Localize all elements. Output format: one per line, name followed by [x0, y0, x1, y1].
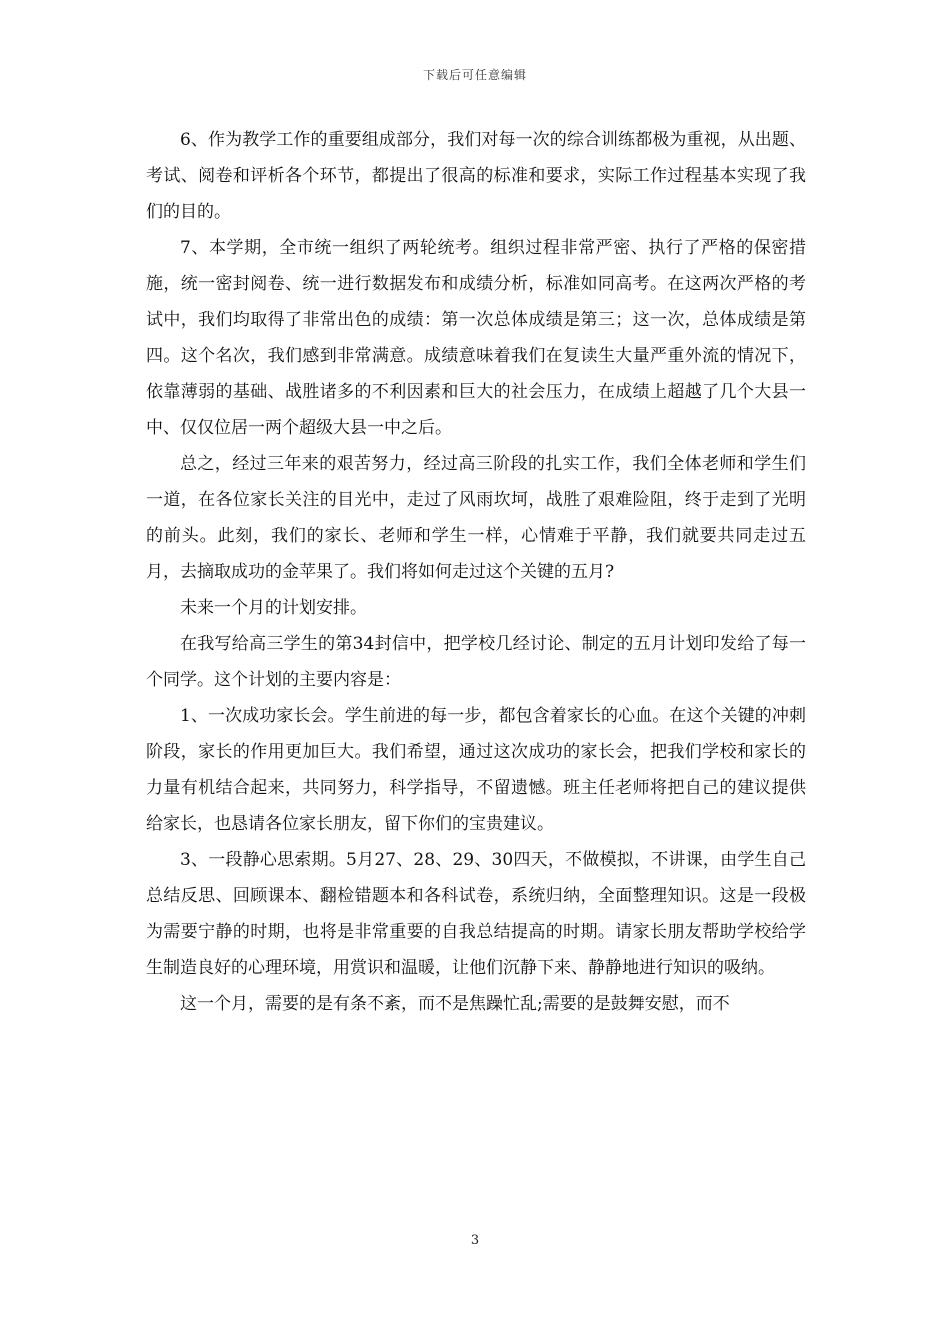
document-body: [146, 122, 806, 1022]
page-number: 3: [470, 1233, 480, 1248]
paragraph-summary: 总之，经过三年来的艰苦努力，经过高三阶段的扎实工作，我们全体老师和学生们一道，在各位家长关注的目光中，走过了风雨坎坷，战胜了艰难险阻，终于走到了光明的前头。此刻，我们的家长、老师和学生一样，心情难于平静，我们就要共同走过五月，去摘取成功的金苹果了。我们将如何走过这个关键的五月?: [146, 454, 806, 582]
paragraph-plan-intro: 在我写给高三学生的第34封信中，把学校几经讨论、制定的五月计划印发给了每一个同学。这个计划的主要内容是：: [146, 634, 806, 690]
paragraph-closing: 这一个月，需要的是有条不紊，而不是焦躁忙乱;需要的是鼓舞安慰，而不: [180, 994, 730, 1014]
paragraph-plan-item-1: 1、一次成功家长会。学生前进的每一步，都包含着家长的心血。在这个关键的冲刺阶段，家长的作用更加巨大。我们希望，通过这次成功的家长会，把我们学校和家长的力量有机结合起来，共同努力，科学指导，不留遗憾。班主任老师将把自己的建议提供给家长，也恳请各位家长朋友，留下你们的宝贵建议。: [146, 706, 806, 834]
paragraph-plan-item-3: 3、一段静心思索期。5月27、28、29、30四天，不做模拟，不讲课，由学生自己总结反思、回顾课本、翻检错题本和各科试卷，系统归纳，全面整理知识。这是一段极为需要宁静的时期，也将是非常重要的自我总结提高的时期。请家长朋友帮助学校给学生制造良好的心理环境，用赏识和温暖，让他们沉静下来、静静地进行知识的吸纳。: [146, 850, 806, 978]
paragraph-item-6: 6、作为教学工作的重要组成部分，我们对每一次的综合训练都极为重视，从出题、考试、阅卷和评析各个环节，都提出了很高的标准和要求，实际工作过程基本实现了我们的目的。: [146, 130, 806, 222]
paragraph-item-7: 7、本学期，全市统一组织了两轮统考。组织过程非常严密、执行了严格的保密措施，统一密封阅卷、统一进行数据发布和成绩分析，标准如同高考。在这两次严格的考试中，我们均取得了非常出色的成绩：第一次总体成绩是第三；这一次，总体成绩是第四。这个名次，我们感到非常满意。成绩意味着我们在复读生大量严重外流的情况下，依靠薄弱的基础、战胜诸多的不利因素和巨大的社会压力，在成绩上超越了几个大县一中、仅仅位居一两个超级大县一中之后。: [146, 238, 806, 438]
paragraph-plan-heading: 未来一个月的计划安排。: [180, 598, 367, 618]
page-header: 下载后可任意编辑: [422, 68, 527, 82]
